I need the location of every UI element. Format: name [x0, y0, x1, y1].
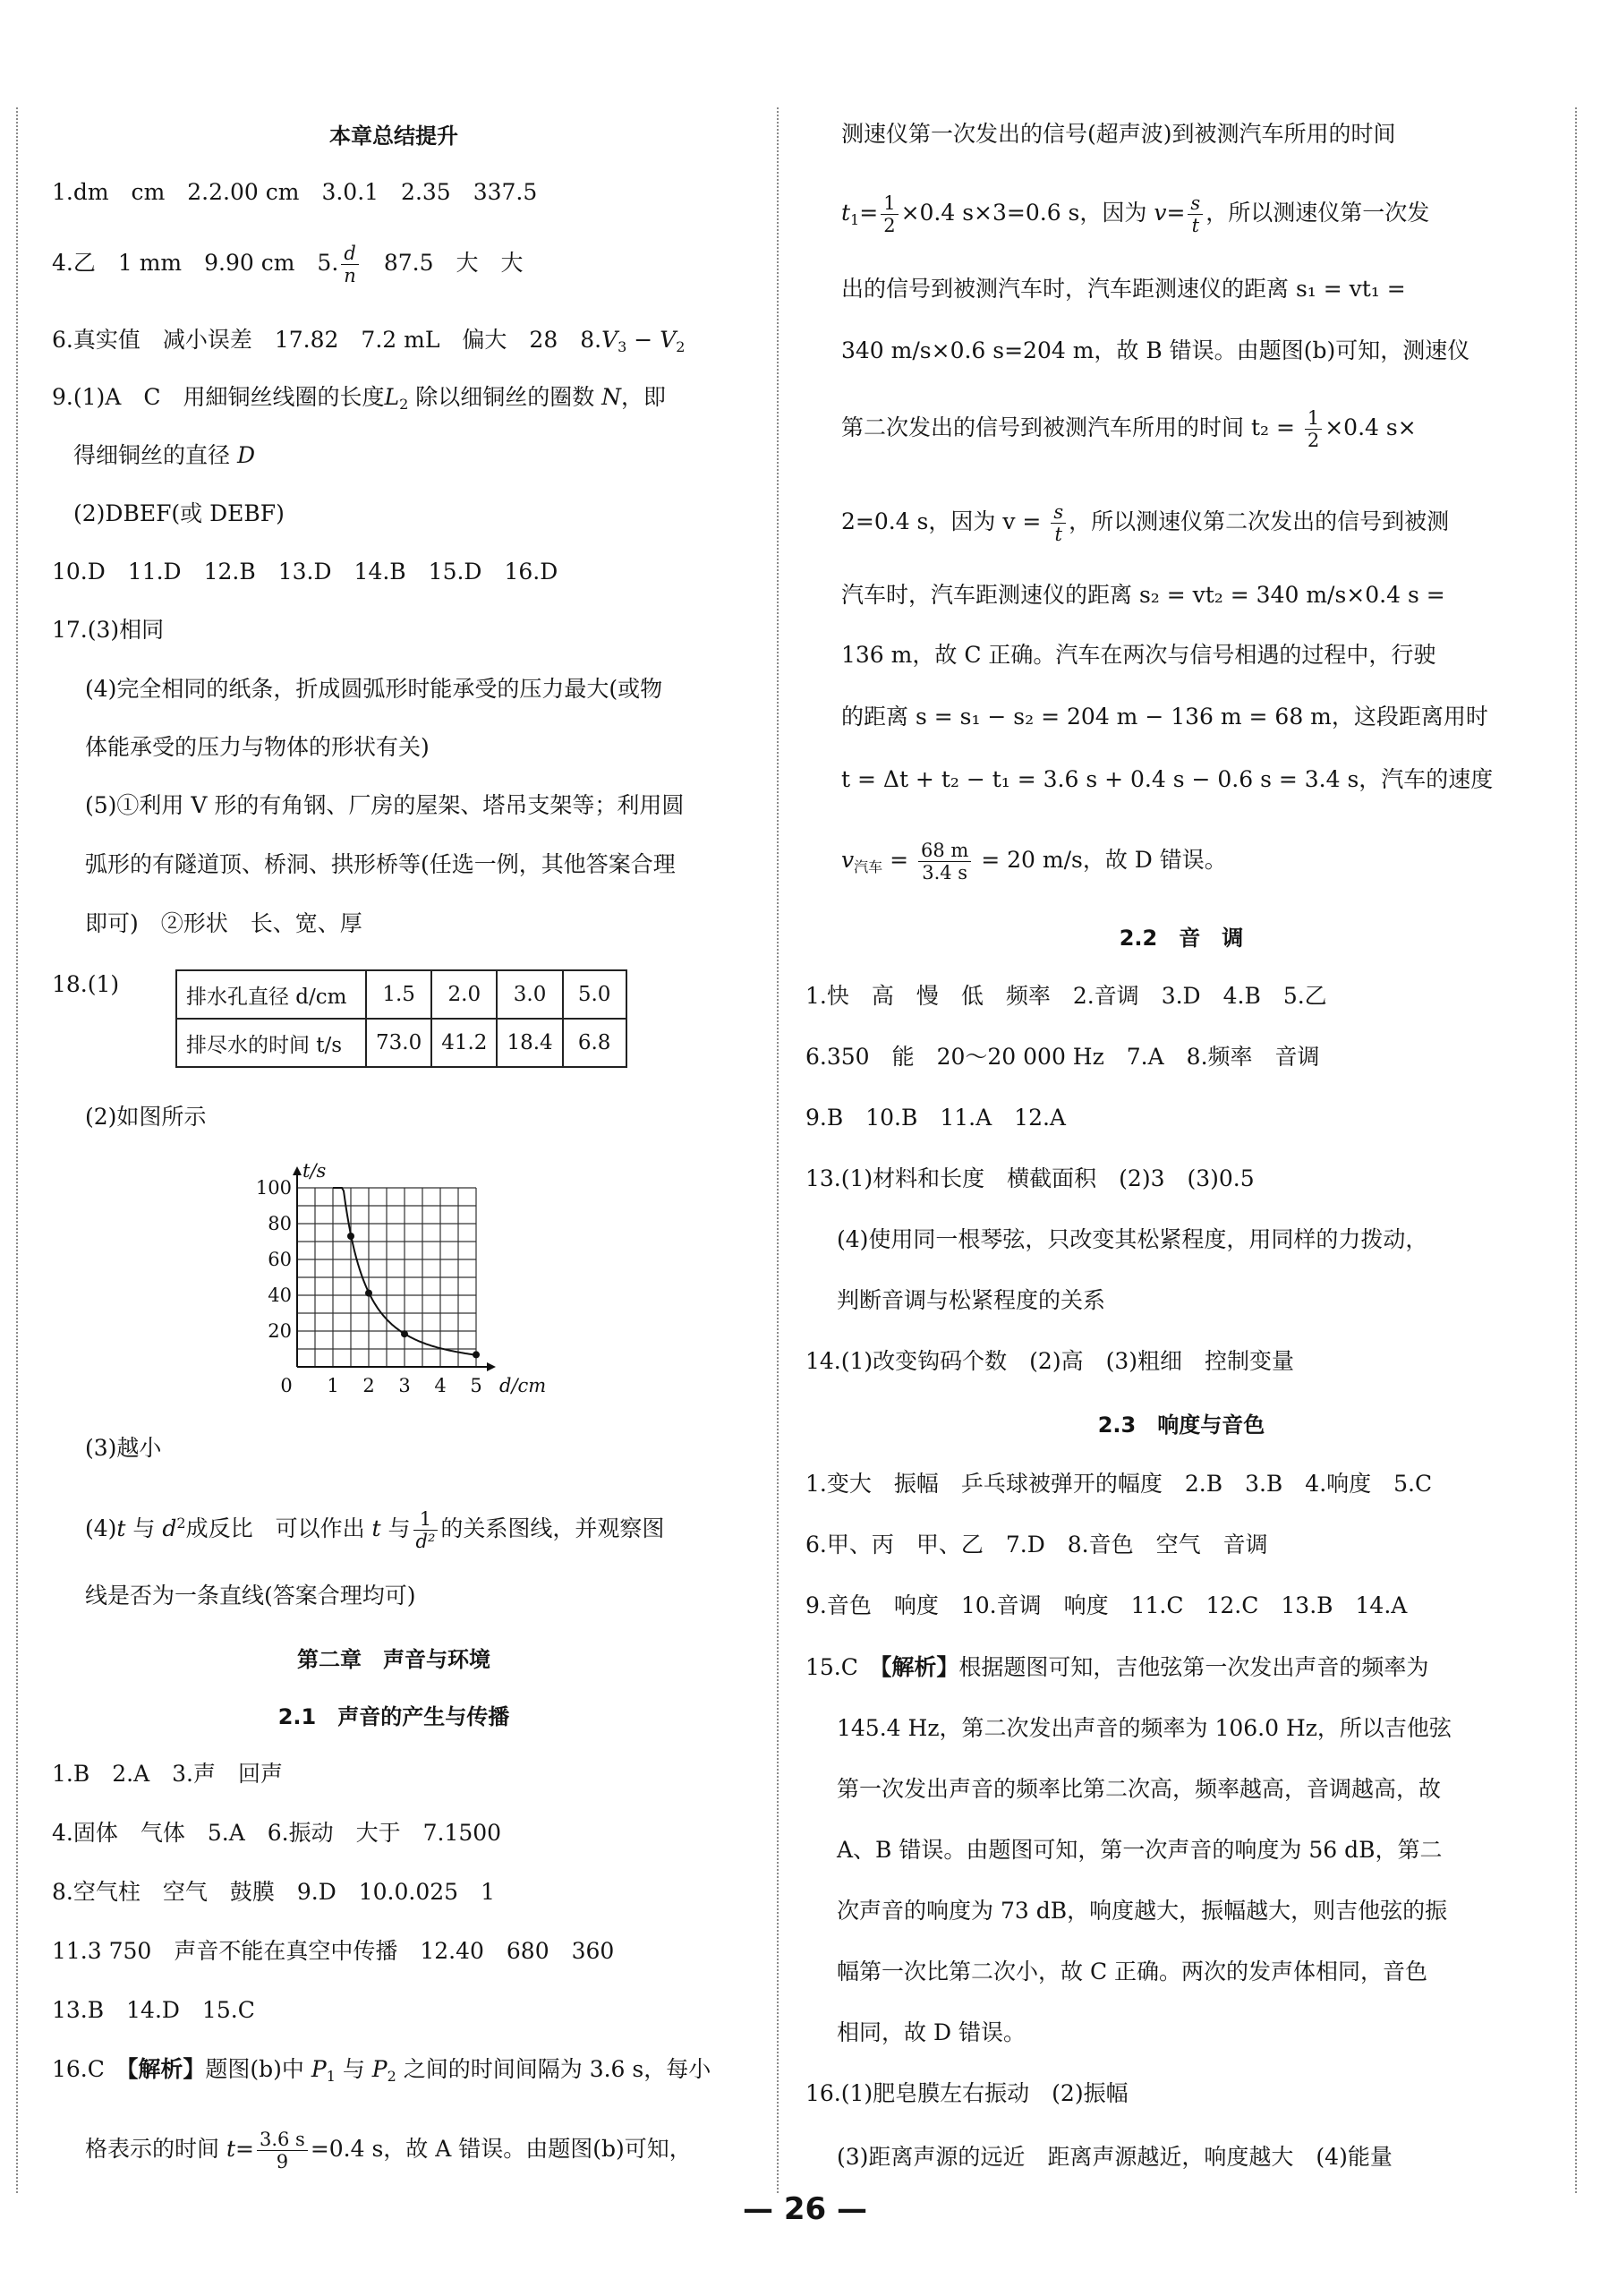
answer-line: 10.D 11.D 12.B 13.D 14.B 15.D 16.D — [52, 559, 558, 585]
page-number: — 26 — — [743, 2191, 867, 2227]
answer-line: (4)完全相同的纸条，折成圆弧形时能承受的压力最大(或物 — [85, 676, 663, 702]
table-cell-label: 排尽水的时间 t/s — [176, 1019, 366, 1067]
math-var: P — [311, 2056, 327, 2082]
math-var: D — [236, 442, 255, 468]
table-cell: 1.5 — [366, 970, 431, 1019]
text: (4) — [85, 1515, 117, 1541]
answer-line: 的距离 s = s₁ − s₂ = 204 m − 136 m = 68 m，这段距离用时 — [841, 704, 1488, 730]
answer-line: 弧形的有隧道顶、桥洞、拱形桥等(任选一例，其他答案合理 — [85, 851, 676, 877]
math-sub: 1 — [326, 2068, 336, 2085]
answer-line: 8.空气柱 空气 鼓膜 9.D 10.0.025 1 — [52, 1879, 495, 1905]
text: = — [235, 2136, 254, 2162]
text: 2=0.4 s，因为 v = — [841, 508, 1049, 534]
data-point — [401, 1330, 408, 1337]
answer-line: 9.音色 响度 10.音调 响度 11.C 12.C 13.B 14.A — [805, 1592, 1408, 1618]
answer-line: 17.(3)相同 — [52, 617, 165, 643]
numerator: 3.6 s — [257, 2129, 308, 2151]
table-cell: 6.8 — [563, 1019, 626, 1067]
answer-line: 18.(1) — [52, 971, 120, 997]
answer-line — [841, 840, 1227, 885]
answer-line: (3)距离声源的远近 距离声源越近，响度越大 (4)能量 — [837, 2144, 1393, 2170]
text: = 20 m/s，故 D 错误。 — [974, 847, 1227, 873]
math-sub: 3 — [618, 338, 627, 355]
denominator: 2 — [883, 215, 896, 236]
table-row — [176, 970, 626, 1019]
answer-line: 出的信号到被测汽车时，汽车距测速仪的距离 s₁ = vt₁ = — [841, 276, 1406, 302]
answer-line: 16.(1)肥皂膜左右振动 (2)振幅 — [805, 2080, 1129, 2106]
answer-line: 次声音的响度为 73 dB，响度越大，振幅越大，则吉他弦的振 — [837, 1898, 1448, 1924]
text: 除以细铜丝的圈数 — [408, 384, 602, 410]
text: 87.5 大 大 — [361, 250, 524, 276]
text: 根据题图可知，吉他弦第一次发出声音的频率为 — [958, 1654, 1429, 1680]
answer-line — [52, 243, 524, 286]
answer-line: 1.dm cm 2.2.00 cm 3.0.1 2.35 337.5 — [52, 179, 538, 205]
denominator: d² — [415, 1531, 436, 1552]
text: ，即 — [621, 384, 667, 410]
chapter-heading: 第二章 声音与环境 — [297, 1647, 490, 1672]
answer-line — [841, 501, 1449, 545]
fraction — [1305, 407, 1322, 451]
answer-line: 体能承受的压力与物体的形状有关) — [85, 734, 430, 760]
numerator: 1 — [881, 192, 898, 215]
text: ×0.4 s×3=0.6 s，因为 — [900, 200, 1154, 226]
answer-line: 9.B 10.B 11.A 12.A — [805, 1105, 1066, 1131]
left-margin-rule — [16, 107, 18, 2193]
column-divider — [777, 107, 779, 2193]
table-cell-label: 排水孔直径 d/cm — [176, 970, 366, 1019]
text: 的关系图线，并观察图 — [440, 1515, 665, 1541]
data-point — [365, 1290, 372, 1297]
math-sub: 2 — [676, 338, 686, 355]
text: 成反比 可以作出 — [185, 1515, 372, 1541]
answer-line — [52, 2052, 711, 2095]
table-cell: 18.4 — [497, 1019, 562, 1067]
answer-line: (5)①利用 V 形的有角钢、厂房的屋架、塔吊支架等；利用圆 — [85, 792, 685, 818]
text: 16.C — [52, 2056, 127, 2082]
y-axis-arrow — [293, 1166, 302, 1175]
x-tick-label: 2 — [362, 1375, 375, 1396]
answer-line — [841, 407, 1417, 451]
text: 之间的时间间隔为 3.6 s，每小 — [396, 2056, 711, 2082]
answer-line: t = Δt + t₂ − t₁ = 3.6 s + 0.4 s − 0.6 s = 3.4 s，汽车的速度 — [841, 766, 1494, 792]
answer-line: (2)如图所示 — [85, 1104, 207, 1130]
answer-line — [805, 1650, 1428, 1686]
answer-line: A、B 错误。由题图可知，第一次声音的响度为 56 dB，第二 — [837, 1837, 1443, 1863]
text: ×0.4 s× — [1325, 414, 1417, 440]
denominator: t — [1191, 215, 1200, 236]
answer-line: 4.固体 气体 5.A 6.振动 大于 7.1500 — [52, 1820, 502, 1846]
math-var: − V — [626, 327, 677, 353]
y-tick-label: 80 — [268, 1213, 292, 1234]
denominator: 9 — [276, 2151, 289, 2172]
fraction — [341, 243, 359, 286]
denominator: 3.4 s — [922, 862, 968, 883]
answer-line: 即可) ②形状 长、宽、厚 — [85, 910, 362, 936]
text: ，所以测速仪第二次发出的信号到被测 — [1069, 508, 1450, 534]
numerator: s — [1051, 501, 1066, 524]
math-sub: 2 — [399, 396, 409, 413]
answer-line — [52, 322, 685, 365]
t-vs-d-chart — [255, 1159, 582, 1410]
text: = — [859, 200, 879, 226]
answer-line: 线是否为一条直线(答案合理均可) — [85, 1583, 416, 1609]
analysis-tag: 【解析】 — [880, 1654, 959, 1680]
answer-line: 1.变大 振幅 乒乓球被弹开的幅度 2.B 3.B 4.响度 5.C — [805, 1471, 1433, 1497]
fraction — [413, 1508, 439, 1552]
right-margin-rule — [1575, 107, 1577, 2193]
answer-line — [85, 1506, 664, 1552]
x-tick-label: 4 — [434, 1375, 447, 1396]
text: 4.乙 1 mm 9.90 cm 5. — [52, 250, 339, 276]
x-tick-label: 0 — [280, 1375, 293, 1396]
answer-line: 第一次发出声音的频率比第二次高，频率越高，音调越高，故 — [837, 1776, 1442, 1802]
section-heading-2-2: 2.2 音 调 — [1119, 926, 1244, 951]
table-row — [176, 1019, 626, 1067]
answer-line: 测速仪第一次发出的信号(超声波)到被测汽车所用的时间 — [841, 121, 1396, 147]
math-sub: 1 — [850, 211, 860, 228]
table-cell: 3.0 — [497, 970, 562, 1019]
text: = — [1166, 200, 1186, 226]
math-var: v — [1154, 200, 1167, 226]
math-var: t — [226, 2136, 235, 2162]
answer-line — [73, 438, 255, 474]
y-tick-label: 40 — [268, 1285, 292, 1306]
text: 与 — [335, 2056, 372, 2082]
text: 与 — [125, 1515, 163, 1541]
math-var: v — [841, 847, 855, 873]
answer-line: 6.350 能 20～20 000 Hz 7.A 8.频率 音调 — [805, 1044, 1320, 1070]
fraction — [1051, 501, 1066, 545]
text: 6.真实值 减小误差 17.82 7.2 mL 偏大 28 8. — [52, 327, 602, 353]
math-var: t — [371, 1515, 381, 1541]
numerator: 68 m — [918, 840, 971, 862]
answer-line: 1.快 高 慢 低 频率 2.音调 3.D 4.B 5.乙 — [805, 983, 1327, 1009]
answer-line: 1.B 2.A 3.声 回声 — [52, 1761, 283, 1787]
answer-line: (3)越小 — [85, 1435, 162, 1461]
answer-line: 145.4 Hz，第二次发出声音的频率为 106.0 Hz，所以吉他弦 — [837, 1715, 1452, 1741]
text: 与 — [380, 1515, 411, 1541]
table-cell: 2.0 — [431, 970, 497, 1019]
math-var: L — [384, 384, 400, 410]
section-heading-summary: 本章总结提升 — [329, 124, 458, 149]
answer-line: 340 m/s×0.6 s=204 m，故 B 错误。由题图(b)可知，测速仪 — [841, 337, 1470, 363]
data-table — [175, 969, 627, 1068]
y-tick-label: 100 — [255, 1177, 292, 1199]
denominator: n — [344, 265, 356, 286]
fraction — [1188, 192, 1203, 236]
text: 9.(1)A C 用細铜丝线圈的长度 — [52, 384, 385, 410]
text: ，所以测速仪第一次发 — [1205, 200, 1430, 226]
x-tick-label: 1 — [327, 1375, 339, 1396]
answer-line: (4)使用同一根琴弦，只改变其松紧程度，用同样的力拨动， — [837, 1226, 1428, 1252]
answer-line: 相同，故 D 错误。 — [837, 2019, 1026, 2045]
numerator: 1 — [413, 1508, 439, 1531]
data-point — [473, 1351, 480, 1358]
x-axis-label: d/cm — [499, 1375, 547, 1396]
x-tick-label: 5 — [470, 1375, 482, 1396]
answer-line: 14.(1)改变钩码个数 (2)高 (3)粗细 控制变量 — [805, 1348, 1294, 1374]
answer-line: 11.3 750 声音不能在真空中传播 12.40 680 360 — [52, 1938, 615, 1964]
text: 得细铜丝的直径 — [73, 442, 237, 468]
answer-line — [841, 192, 1429, 238]
x-axis-arrow — [487, 1362, 496, 1371]
data-point — [347, 1233, 354, 1240]
numerator: d — [341, 243, 359, 265]
math-var: t — [116, 1515, 126, 1541]
answer-line: 136 m，故 C 正确。汽车在两次与信号相遇的过程中，行驶 — [841, 642, 1436, 668]
math-var: V — [601, 327, 618, 353]
section-heading-2-1: 2.1 声音的产生与传播 — [277, 1704, 510, 1729]
answer-line: 6.甲、丙 甲、乙 7.D 8.音色 空气 音调 — [805, 1532, 1268, 1558]
numerator: s — [1188, 192, 1203, 215]
math-var: t — [841, 200, 851, 226]
table-cell: 5.0 — [563, 970, 626, 1019]
answer-line: 13.B 14.D 15.C — [52, 1997, 255, 2023]
answer-line: 幅第一次比第二次小，故 C 正确。两次的发声体相同，音色 — [837, 1959, 1428, 1984]
fraction — [918, 840, 971, 883]
fraction — [881, 192, 898, 236]
table-cell: 73.0 — [366, 1019, 431, 1067]
analysis-tag: 【解析】 — [126, 2056, 206, 2082]
denominator: t — [1054, 524, 1062, 545]
text: = — [882, 847, 916, 873]
section-heading-2-3: 2.3 响度与音色 — [1097, 1413, 1265, 1438]
math-var: N — [601, 384, 622, 410]
math-var: d — [162, 1515, 177, 1541]
answer-line — [85, 2129, 692, 2172]
fraction — [257, 2129, 308, 2172]
text: 格表示的时间 — [85, 2136, 226, 2162]
y-tick-label: 20 — [268, 1320, 292, 1342]
numerator: 1 — [1305, 407, 1322, 430]
text: 15.C — [805, 1654, 881, 1680]
text: 第二次发出的信号到被测汽车所用的时间 t₂ = — [841, 414, 1302, 440]
text: =0.4 s，故 A 错误。由题图(b)可知， — [310, 2136, 692, 2162]
math-var: P — [371, 2056, 388, 2082]
y-tick-label: 60 — [268, 1249, 292, 1270]
answer-line: 判断音调与松紧程度的关系 — [837, 1287, 1106, 1313]
answer-line: 汽车时，汽车距测速仪的距离 s₂ = vt₂ = 340 m/s×0.4 s = — [841, 582, 1445, 608]
math-sub: 汽车 — [854, 858, 883, 875]
x-tick-label: 3 — [398, 1375, 411, 1396]
math-sup: 2 — [176, 1515, 186, 1532]
answer-line: (2)DBEF(或 DEBF) — [73, 500, 285, 526]
y-axis-label: t/s — [302, 1160, 327, 1182]
denominator: 2 — [1307, 430, 1320, 451]
math-sub: 2 — [387, 2068, 396, 2085]
table-cell: 41.2 — [431, 1019, 497, 1067]
text: 题图(b)中 — [205, 2056, 311, 2082]
answer-line: 13.(1)材料和长度 横截面积 (2)3 (3)0.5 — [805, 1165, 1255, 1191]
answer-line — [52, 380, 666, 422]
